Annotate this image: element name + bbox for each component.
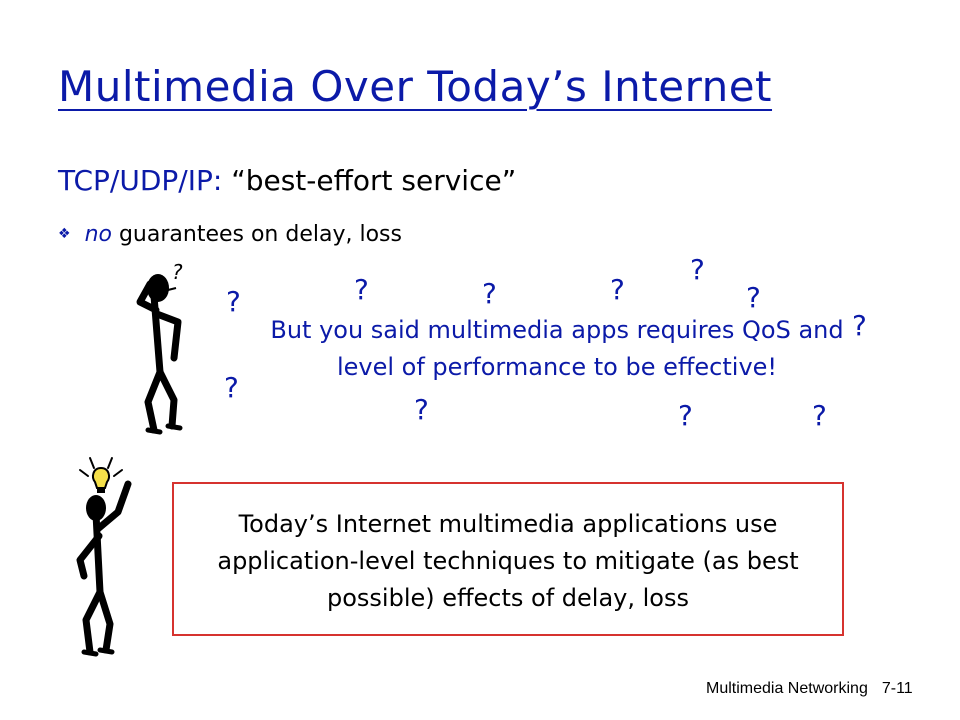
question-mark: ? [610,273,625,306]
question-mark: ? [226,285,241,318]
slide-title: Multimedia Over Today’s Internet [58,62,773,111]
question-mark: ? [746,281,761,314]
question-text: But you said multimedia apps requires QoS and level of performance to be effective! [270,316,844,381]
question-mark: ? [852,309,867,342]
diamond-bullet-icon: ❖ [58,226,71,242]
question-mark: ? [678,399,693,432]
bullet-text: guarantees on delay, loss [111,222,402,247]
question-mark: ? [812,399,827,432]
question-mark: ? [482,277,497,310]
subtitle [58,164,516,197]
question-mark: ? [224,371,239,404]
answer-text: Today’s Internet multimedia applications use application-level techniques to mitigate (as best possible) effects of delay, loss [217,510,799,612]
confused-figure-icon [118,262,198,442]
question-mark: ? [690,253,705,286]
footer-course: Multimedia Networking [706,680,868,697]
footer-page-number: 7-11 [881,680,913,697]
bullet-item [58,222,402,247]
bullet-emphasis: no [84,222,112,247]
idea-figure-icon [66,452,166,662]
question-mark: ? [354,273,369,306]
service-label: “best-effort service” [231,164,517,197]
slide-footer [706,680,913,698]
question-mark: ? [414,393,429,426]
protocol-label: TCP/UDP/IP: [58,164,223,197]
thought-question-mark: ? [172,260,183,284]
